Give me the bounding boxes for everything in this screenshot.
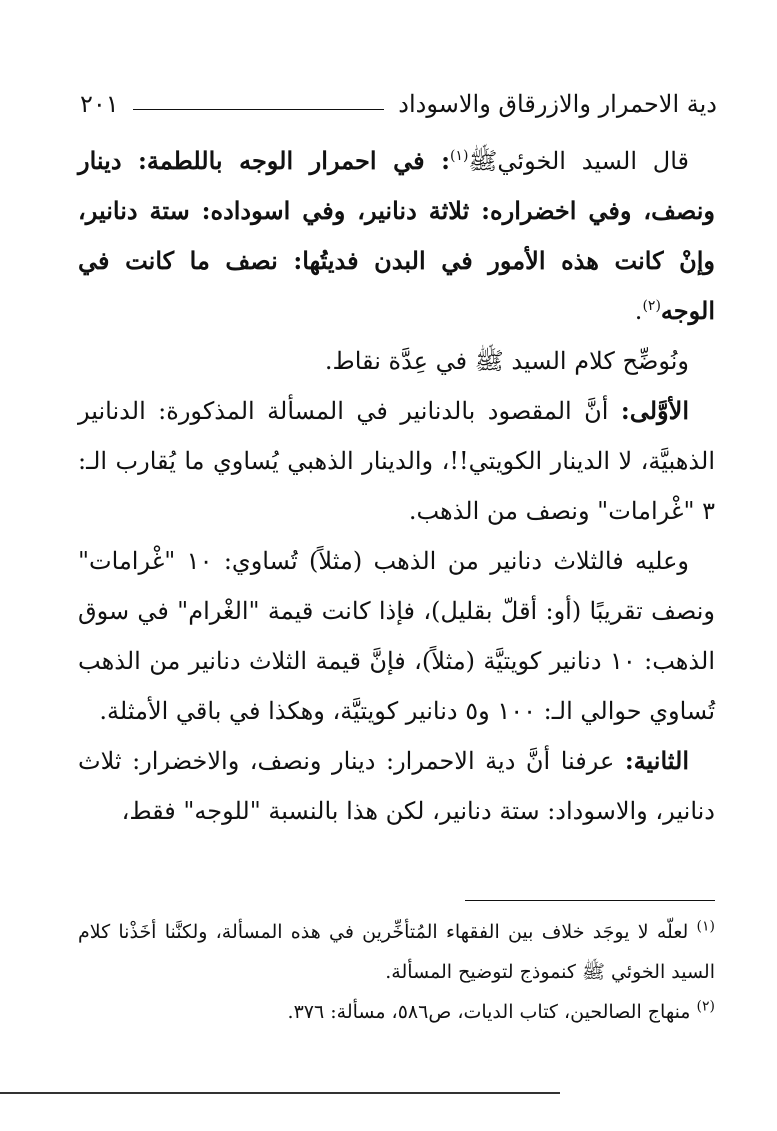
p1-quote: في احمرار الوجه باللطمة: دينار ونصف، وفي اخضراره: ثلاثة دنانير، وفي اسوداده: ستة دنانير، وإنْ كانت هذه الأمور في البدن فديتُها: نصف ما كانت في الوجه <box>78 146 715 325</box>
footnotes <box>78 912 715 1032</box>
point-two-label: الثانية: <box>624 746 689 775</box>
footnote-1-text: لعلّه لا يوجَد خلاف بين الفقهاء المُتأخِّرين في هذه المسألة، ولكنَّنا أخَذْنا كلام السيد الخوئي ﷺ كنموذج لتوضيح المسألة. <box>78 921 715 983</box>
page-number: ٢٠١ <box>80 90 119 118</box>
footnote-2 <box>78 992 715 1032</box>
paragraph-2: ونُوضِّح كلام السيد ﷺ في عِدَّة نقاط. <box>324 347 689 375</box>
honorific-symbol: ﷺ <box>468 147 498 175</box>
point-two-text: عرفنا أنَّ دية الاحمرار: دينار ونصف، والاخضرار: ثلاث دنانير، والاسوداد: ستة دنانير، لكن هذا بالنسبة "للوجه" فقط، <box>78 747 715 825</box>
paragraph-5 <box>78 736 715 836</box>
point-one-text: أنَّ المقصود بالدنانير في المسألة المذكورة: الدنانير الذهبيَّة، لا الدينار الكويتي!!، والدينار الذهبي يُساوي ما يُقارب الـ: ٣ "غْرامات" ونصف من الذهب. <box>78 397 715 525</box>
paragraph-1 <box>78 136 715 336</box>
footnote-ref-1: (١) <box>449 148 469 164</box>
scan-edge-line <box>0 1092 560 1094</box>
running-title: دية الاحمرار والازرقاق والاسوداد <box>398 90 717 118</box>
point-one-label: الأوَّلى: <box>620 396 689 425</box>
main-text <box>78 136 715 836</box>
footnote-ref-2: (٢) <box>642 298 661 314</box>
page-header <box>80 86 717 122</box>
p1-end: . <box>634 297 643 325</box>
paragraph-3 <box>78 386 715 536</box>
paragraph-4: وعليه فالثلاث دنانير من الذهب (مثلاً) تُساوي: ١٠ "غْرامات" ونصف تقريبًا (أو: أقلّ بقليل)، فإذا كانت قيمة "الغْرام" في سوق الذهب: ١٠ دنانير كويتيَّة (مثلاً)، فإنَّ قيمة الثلاث دنانير من الذهب تُساوي حوالي الـ: ١٠٠ و٥ دنانير كويتيَّة، وهكذا في باقي الأمثلة. <box>78 547 716 725</box>
footnote-1 <box>78 912 715 992</box>
footnote-1-number: (١) <box>696 918 715 935</box>
p1-colon: : <box>424 146 450 175</box>
footnote-2-number: (٢) <box>696 998 715 1015</box>
footnote-2-text: منهاج الصالحين، كتاب الديات، ص٥٨٦، مسألة: ٣٧٦. <box>287 1001 697 1023</box>
header-rule <box>133 109 385 110</box>
footnote-separator <box>465 900 715 901</box>
p1-intro: قال السيد الخوئي <box>497 147 690 175</box>
